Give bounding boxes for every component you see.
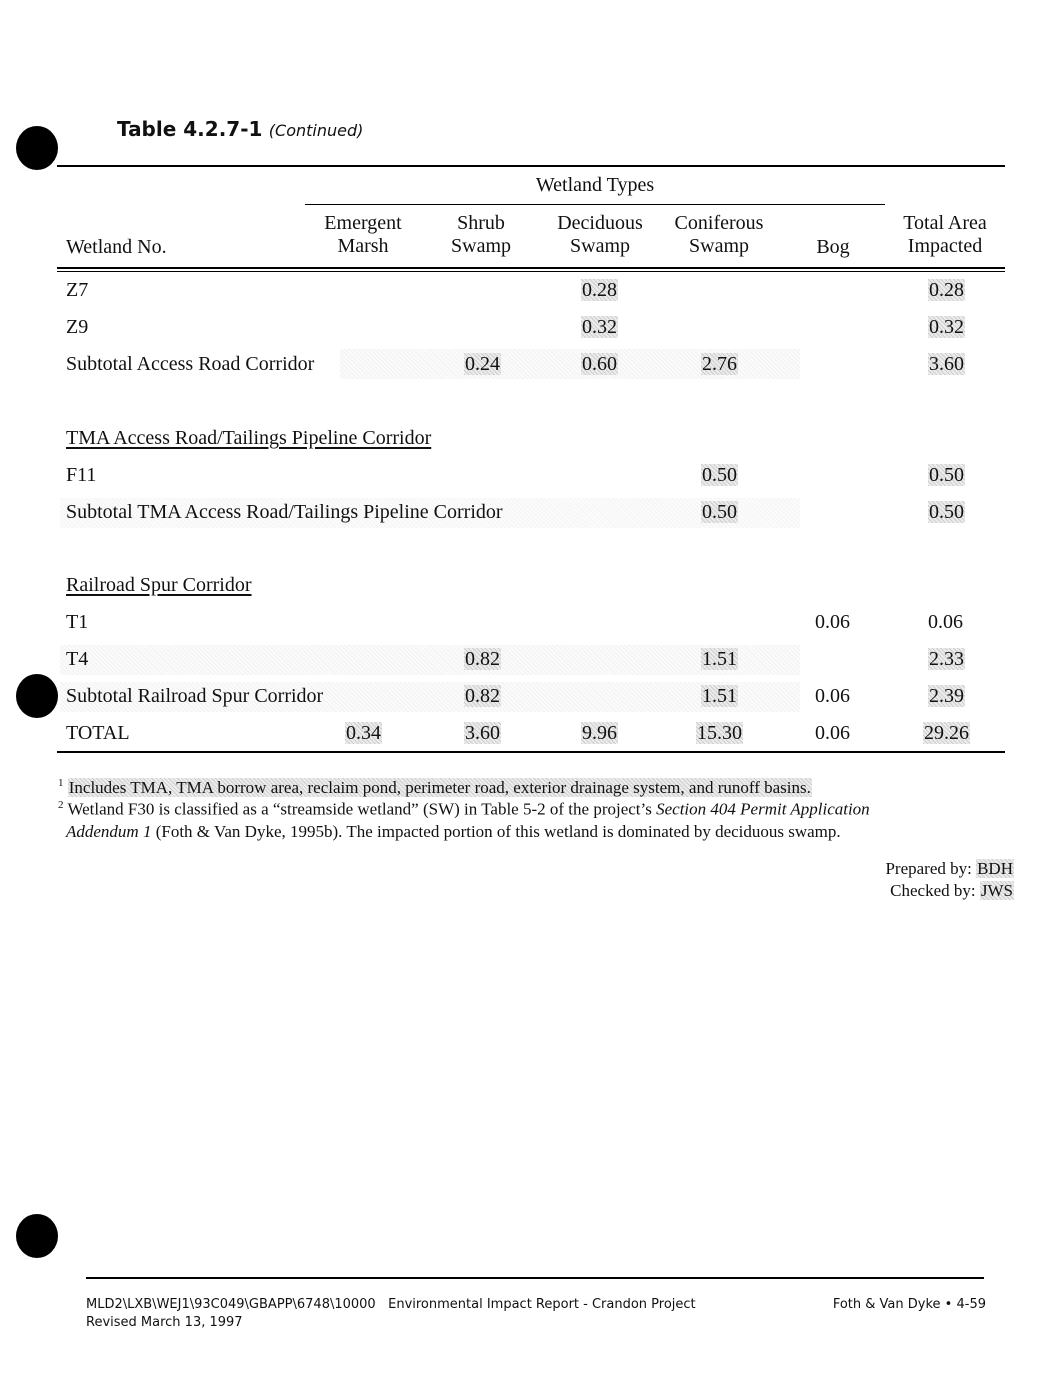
col-emergent: Emergent Marsh: [324, 212, 402, 257]
header-double-rule-bottom: [57, 271, 1005, 272]
table-number: Table 4.2.7-1: [117, 117, 263, 141]
wetland-types-rule: [305, 204, 885, 205]
row-label-total: TOTAL: [66, 722, 130, 744]
cell-total-deciduous: 9.96: [582, 722, 617, 744]
cell-t1-total: 0.06: [928, 611, 963, 633]
cell-t4-coniferous: 1.51: [702, 648, 737, 670]
table-bottom-rule: [57, 751, 1005, 753]
header-double-rule-top: [57, 267, 1005, 269]
row-label-z9: Z9: [66, 316, 89, 338]
checked-by: Checked by: JWS: [890, 881, 1013, 900]
footnote-2-mark: 2: [58, 799, 64, 811]
row-label-f11: F11: [66, 464, 97, 486]
prepared-by: Prepared by: BDH: [885, 859, 1013, 878]
punch-hole-bottom: [16, 1214, 58, 1258]
cell-z9-total: 0.32: [929, 316, 964, 338]
footer-page-number: 4-59: [956, 1297, 986, 1312]
footer-path: MLD2\LXB\WEJ1\93C049\GBAPP\6748\10000 Environmental Impact Report - Crandon Project: [86, 1297, 696, 1312]
footnote-1-mark: 1: [58, 777, 64, 789]
section-heading-tma: TMA Access Road/Tailings Pipeline Corridor: [66, 427, 432, 449]
col-bog: Bog: [816, 236, 850, 258]
prepared-by-initials: BDH: [977, 859, 1013, 878]
punch-hole-top: [16, 126, 58, 170]
cell-sub-access-deciduous: 0.60: [582, 353, 617, 375]
cell-z7-deciduous: 0.28: [582, 279, 617, 301]
cell-t4-shrub: 0.82: [465, 648, 500, 670]
cell-total-coniferous: 15.30: [697, 722, 742, 744]
row-shading: [60, 645, 800, 675]
footer-revised: Revised March 13, 1997: [86, 1315, 243, 1330]
cell-sub-access-coniferous: 2.76: [702, 353, 737, 375]
cell-sub-access-shrub: 0.24: [465, 353, 500, 375]
footnote-1-text: Includes TMA, TMA borrow area, reclaim pond, perimeter road, exterior drainage system, and runoff basins.: [68, 777, 811, 797]
wetland-types-header: Wetland Types: [535, 174, 655, 196]
row-label-t4: T4: [66, 648, 89, 670]
row-label-z7: Z7: [66, 279, 89, 301]
footer-rule: [86, 1277, 984, 1279]
cell-total-total: 29.26: [924, 722, 969, 744]
footer-page-info: [833, 1295, 986, 1314]
col-deciduous: Deciduous Swamp: [557, 212, 643, 257]
cell-sub-rail-total: 2.39: [929, 685, 964, 707]
footer-company: Foth & Van Dyke: [832, 1297, 941, 1312]
cell-z9-deciduous: 0.32: [582, 316, 617, 338]
col-wetland-no: Wetland No.: [66, 236, 167, 258]
col-total: Total Area Impacted: [903, 212, 987, 257]
cell-z7-total: 0.28: [929, 279, 964, 301]
footer-report: Environmental Impact Report - Crandon Project: [388, 1297, 696, 1312]
table-top-rule: [57, 165, 1005, 167]
cell-t4-total: 2.33: [929, 648, 964, 670]
footnote-2: $^2$ Wetland F30 is classified as a “streamside wetland” (SW) in Table 5-2 of the project’s Section 404 Permit Application Addendum 1 (Foth & Van Dyke, 1995b). The impacted portion of this wetland is dominated by deciduous swamp.: [58, 799, 870, 841]
cell-sub-rail-coniferous: 1.51: [702, 685, 737, 707]
col-coniferous: Coniferous Swamp: [674, 212, 764, 257]
row-label-subtotal-railroad: Subtotal Railroad Spur Corridor: [66, 685, 324, 707]
table-continued: (Continued): [268, 121, 364, 140]
checked-by-initials: JWS: [980, 881, 1013, 900]
cell-total-shrub: 3.60: [465, 722, 500, 744]
cell-f11-coniferous: 0.50: [702, 464, 737, 486]
punch-hole-middle: [16, 674, 58, 718]
cell-total-bog: 0.06: [815, 722, 850, 744]
cell-sub-rail-bog: 0.06: [815, 685, 850, 707]
cell-t1-bog: 0.06: [815, 611, 850, 633]
cell-sub-rail-shrub: 0.82: [465, 685, 500, 707]
cell-sub-tma-total: 0.50: [929, 501, 964, 523]
footer-bullet: •: [944, 1297, 953, 1312]
row-label-t1: T1: [66, 611, 89, 633]
section-heading-railroad: Railroad Spur Corridor: [66, 574, 252, 596]
cell-sub-tma-coniferous: 0.50: [702, 501, 737, 523]
cell-total-emergent: 0.34: [346, 722, 381, 744]
row-label-subtotal-tma: Subtotal TMA Access Road/Tailings Pipeline Corridor: [66, 501, 503, 523]
row-label-subtotal-access: Subtotal Access Road Corridor: [66, 353, 315, 375]
cell-sub-access-total: 3.60: [929, 353, 964, 375]
table-title: [117, 117, 363, 141]
cell-f11-total: 0.50: [929, 464, 964, 486]
col-shrub: Shrub Swamp: [451, 212, 511, 257]
